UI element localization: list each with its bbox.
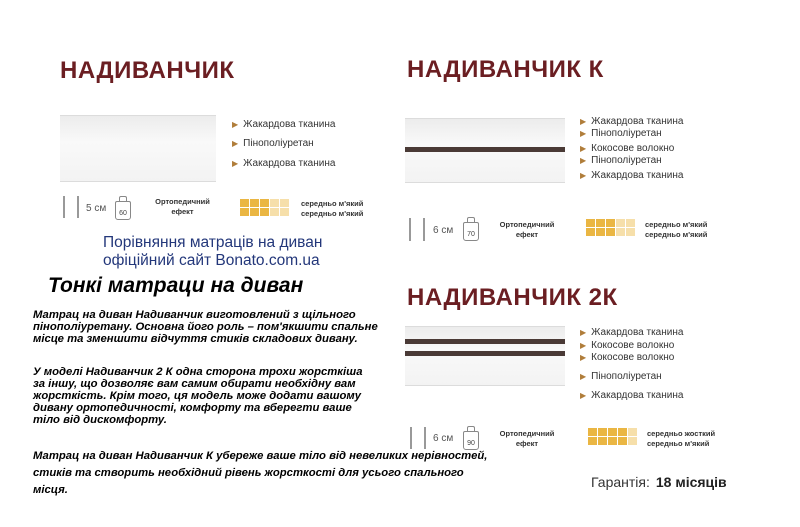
description-paragraph: У моделі Надиванчик 2 К одна сторона трохи жорсткіша за іншу, що дозволяє вам самим обирати необхідну вам жорсткість. Крім того, ця модель може додати вашому дивану ортопедичності, комфорту та вберегти ваше тіло від дискомфорту. [33, 366, 363, 426]
height-icon [63, 196, 79, 218]
coconut-fiber-layer [405, 339, 565, 344]
firmness-scale [240, 199, 289, 216]
product-title: НАДИВАНЧИК [60, 57, 235, 84]
layer-label: ▶ Жакардова тканина [232, 119, 336, 130]
bullet-arrow-icon: ▶ [580, 372, 587, 381]
mattress-cross-section [405, 326, 565, 386]
height-value: 6 см [433, 433, 454, 444]
bullet-arrow-icon: ▶ [580, 156, 587, 165]
layer-label: ▶ Жакардова тканина [232, 158, 336, 169]
bullet-arrow-icon: ▶ [232, 159, 239, 168]
description-paragraph: Матрац на диван Надиванчик виготовлений з щільного пінополіуретану. Основна його роль – пом'якшити спальне місце та зменшити відчуття стиків складових дивану. [33, 309, 378, 345]
bullet-arrow-icon: ▶ [580, 353, 587, 362]
ortho-effect-label: Ортопедичний ефект [155, 197, 210, 216]
layer-label: ▶ Жакардова тканина [580, 390, 684, 401]
layer-label: ▶ Пінополіуретан [580, 155, 662, 166]
firmness-scale [588, 428, 637, 445]
mattress-cross-section [405, 118, 565, 183]
layer-label: ▶ Пінополіуретан [580, 371, 662, 382]
bullet-arrow-icon: ▶ [580, 391, 587, 400]
layer-label: ▶ Жакардова тканина [580, 116, 684, 127]
layer-label: ▶ Жакардова тканина [580, 170, 684, 181]
bullet-arrow-icon: ▶ [580, 144, 587, 153]
bullet-arrow-icon: ▶ [580, 171, 587, 180]
mattress-cross-section [60, 115, 216, 182]
firmness-scale [586, 219, 635, 236]
height-icon [410, 427, 426, 449]
layer-label: ▶ Пінополіуретан [232, 138, 314, 149]
description-paragraph: Матрац на диван Надиванчик К убереже ваше тіло від невеликих нерівностей, стиків та створить необхідний рівень жорсткості для усього спального місця. [33, 450, 488, 496]
coconut-fiber-layer [405, 147, 565, 152]
page-headline: Тонкі матраци на диван [48, 274, 304, 297]
bullet-arrow-icon: ▶ [580, 328, 587, 337]
layer-label: ▶ Кокосове волокно [580, 340, 675, 351]
site-caption-line-2: офіційний сайт Bonato.com.ua [103, 252, 320, 269]
bullet-arrow-icon: ▶ [580, 129, 587, 138]
warranty [591, 474, 727, 490]
warranty-label: Гарантія: [591, 474, 650, 490]
site-caption-line-1: Порівняння матраців на диван [103, 234, 323, 251]
bullet-arrow-icon: ▶ [232, 139, 239, 148]
layer-label: ▶ Пінополіуретан [580, 128, 662, 139]
firmness-labels: середньо м'який середньо м'який [301, 199, 364, 218]
firmness-labels: середньо жосткий середньо м'який [647, 429, 716, 448]
layer-label: ▶ Кокосове волокно [580, 352, 675, 363]
coconut-fiber-layer [405, 351, 565, 356]
bullet-arrow-icon: ▶ [232, 120, 239, 129]
product-title: НАДИВАНЧИК К [407, 56, 604, 83]
load-bottle-icon [115, 201, 131, 220]
max-load-value: 60 [119, 210, 127, 217]
bullet-arrow-icon: ▶ [580, 341, 587, 350]
max-load-value: 70 [467, 231, 475, 238]
height-value: 5 см [86, 203, 107, 214]
load-bottle-icon [463, 222, 479, 241]
max-load-value: 90 [467, 440, 475, 447]
height-icon [409, 218, 425, 241]
height-value: 6 см [433, 225, 454, 236]
layer-label: ▶ Жакардова тканина [580, 327, 684, 338]
firmness-labels: середньо м'який середньо м'який [645, 220, 708, 239]
product-title: НАДИВАНЧИК 2К [407, 284, 618, 311]
layer-label: ▶ Кокосове волокно [580, 143, 675, 154]
ortho-effect-label: Ортопедичний ефект [499, 429, 555, 448]
warranty-value: 18 місяців [655, 474, 727, 490]
bullet-arrow-icon: ▶ [580, 117, 587, 126]
ortho-effect-label: Ортопедичний ефект [499, 220, 555, 239]
